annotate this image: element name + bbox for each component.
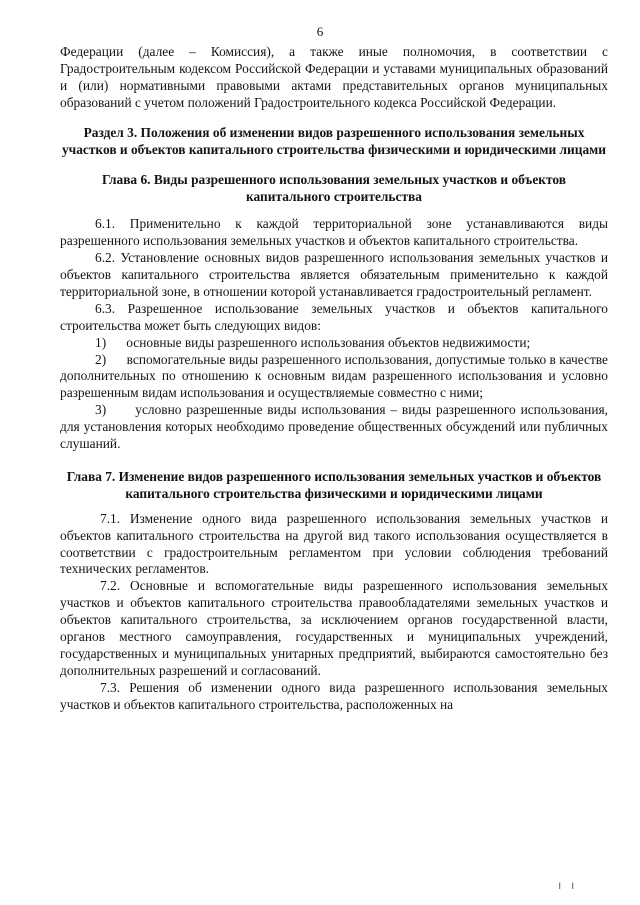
paragraph-6-2: 6.2. Установление основных видов разрешенного использования земельных участков и объектов капитального строительства является обязательным применительно к каждой территориальной зоне, в отношении которой устанавливается градостроительный регламент.: [60, 250, 608, 299]
paragraph-7-3: 7.3. Решения об изменении одного вида разрешенного использования земельных участков и объектов капитального строительства, расположенных на: [60, 679, 608, 712]
list-item: [60, 352, 608, 403]
paragraph-6-3: 6.3. Разрешенное использование земельных участков и объектов капитального строительства может быть следующих видов:: [60, 300, 608, 333]
list-item-number: 3): [95, 402, 107, 418]
list-item-number: 2): [95, 351, 107, 367]
list-item-body: основные виды разрешенного использования объектов недвижимости;: [126, 334, 531, 350]
section-3-title: Раздел 3. Положения об изменении видов разрешенного использования земельных участков и объектов капитального строительства физическими и юридическими лицами: [61, 124, 607, 157]
footer-mark: I I: [558, 881, 578, 891]
page-number: 6: [316, 24, 324, 39]
list-item-body: условно разрешенные виды использования – виды разрешенного использования, для установления которых необходимо проведение общественных обсуждений или публичных слушаний.: [60, 402, 608, 452]
paragraph-7-1: 7.1. Изменение одного вида разрешенного использования земельных участков и объектов капитального строительства на другой вид такого использования осуществляется в соответствии с градостроительным регламентом при условии соблюдения требований технических регламентов.: [60, 510, 608, 577]
document-body: [60, 44, 608, 714]
list-item-text: [60, 402, 608, 453]
list-item-text: [60, 335, 530, 352]
list-item: [60, 402, 608, 453]
paragraph-6-1: 6.1. Применительно к каждой территориальной зоне устанавливаются виды разрешенного использования земельных участков и объектов капитального строительства.: [60, 216, 608, 249]
list-item: [60, 335, 608, 352]
list-item-text: [60, 352, 608, 403]
allowed-use-list: [60, 335, 608, 453]
paragraph-7-2: 7.2. Основные и вспомогательные виды разрешенного использования земельных участков и объектов капитального строительства правообладателями земельных участков и объектов капитального строительства, за исключением органов государственной власти, органов местного самоуправления, государственных и муниципальных учреждений, государственных и муниципальных унитарных предприятий, выбираются самостоятельно без дополнительных разрешений и согласований.: [60, 578, 608, 678]
intro-paragraph: Федерации (далее – Комиссия), а также иные полномочия, в соответствии с Градостроительным кодексом Российской Федерации и уставами муниципальных образований и (или) нормативными правовыми актами представительных органов муниципальных образований с учетом положений Градостроительного кодекса Российской Федерации.: [60, 44, 608, 110]
list-item-number: 1): [95, 334, 107, 350]
chapter-7-title: Глава 7. Изменение видов разрешенного использования земельных участков и объектов капитального строительства физическими и юридическими лицами: [66, 468, 602, 501]
list-item-body: вспомогательные виды разрешенного использования, допустимые только в качестве дополнительных по отношению к основным видам разрешенного использования и условно разрешенным видам использования и осуществляемые совместно с ними;: [60, 351, 608, 401]
chapter-6-title: Глава 6. Виды разрешенного использования земельных участков и объектов капитального строительства: [101, 172, 566, 205]
